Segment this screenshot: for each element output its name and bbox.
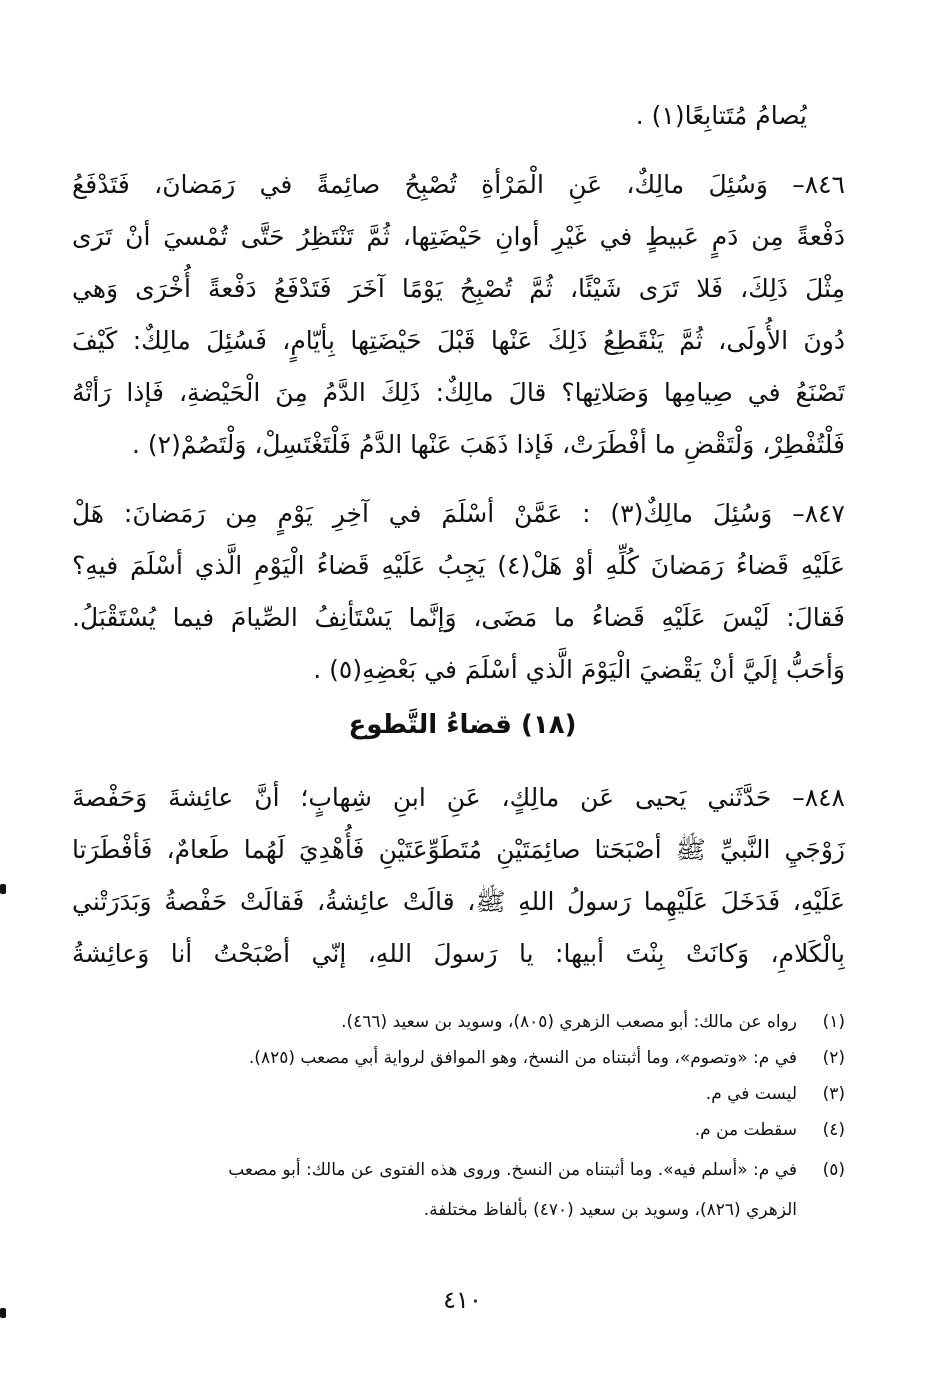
text-line: فَقالَ: لَيْسَ عَلَيْهِ قَضاءُ ما مَضَى، وَإنَّما يَسْتَأنِفُ الصِّيامَ فيما يُسْتَقْبَلُ.: [72, 603, 845, 632]
footnote-text: سقطت من م.: [694, 1120, 797, 1140]
text-line: ٨٤٧– وَسُئِلَ مالِكٌ(٣) : عَمَّنْ أسْلَمَ في آخِرِ يَوْمٍ مِن رَمَضانَ: هَلْ: [72, 499, 845, 528]
footnote-text: في م: «وتصوم»، وما أثبتناه من النسخ، وهو الموافق لرواية أبي مصعب (٨٢٥).: [248, 1048, 797, 1068]
footnote: [74, 1006, 845, 1038]
footnote-text: في م: «أسلم فيه». وما أثبتناه من النسخ. وروى هذه الفتوى عن مالك: أبو مصعب: [228, 1160, 797, 1180]
text-line: فَلْتُفْطِرْ، وَلْتَقْضِ ما أفْطَرَتْ، فَإذا ذَهَبَ عَنْها الدَّمُ فَلْتَغْتَسِلْ، وَلْتَصُمْ(٢) .: [132, 430, 845, 459]
footnote-text: ليست في م.: [705, 1084, 797, 1104]
scan-mark: [0, 1308, 6, 1318]
scan-mark: [0, 884, 6, 894]
footnote-number: (١): [822, 1012, 845, 1032]
section-heading: (١٨) قضاءُ التَّطوع: [348, 710, 577, 740]
text-line: بِالْكَلامِ، وَكانَتْ بِنْتَ أبيها: يا رَسولَ اللهِ، إنّي أصْبَحْتُ أنا وَعائِشةُ: [72, 939, 845, 968]
footnote: [74, 1154, 845, 1186]
footnote-number: (٤): [822, 1120, 845, 1140]
footnote-text: رواه عن مالك: أبو مصعب الزهري (٨٠٥)، وسويد بن سعيد (٤٦٦).: [341, 1012, 797, 1032]
text-line: تَصْنَعُ في صِيامِها وَصَلاتِها؟ قالَ مالِكٌ: ذَلِكَ الدَّمُ مِنَ الْحَيْضةِ، فَإذا رَأتْهُ: [72, 378, 845, 407]
text-line: وَأحَبُّ إلَيَّ أنْ يَقْضيَ الْيَوْمَ الَّذي أسْلَمَ في بَعْضِهِ(٥) .: [313, 655, 845, 684]
footnote: [74, 1042, 845, 1074]
text-line: ٨٤٦– وَسُئِلَ مالِكٌ، عَنِ الْمَرْأةِ تُصْبِحُ صائِمةً في رَمَضانَ، فَتَدْفَعُ: [72, 170, 845, 199]
text-line: عَلَيْهِ قَضاءُ رَمَضانَ كُلِّهِ أوْ هَلْ(٤) يَجِبُ عَلَيْهِ قَضاءُ الْيَوْمِ الَّذي أسْلَمَ فيهِ؟: [72, 551, 845, 580]
text-line: دَفْعةً مِن دَمٍ عَبيطٍ في غَيْرِ أوانِ حَيْضَتِها، ثُمَّ تَنْتَظِرُ حَتَّى تُمْسيَ أنْ تَرَى: [72, 222, 845, 251]
text-line: مِثْلَ ذَلِكَ، فَلا تَرَى شَيْئًا، ثُمَّ تُصْبِحُ يَوْمًا آخَرَ فَتَدْفَعُ دَفْعةً أُخْرَى وَهي: [72, 274, 845, 303]
footnote-number: (٥): [822, 1160, 845, 1180]
text-line: ٨٤٨– حَدَّثَني يَحيى عَن مالِكٍ، عَنِ ابنِ شِهابٍ؛ أنَّ عائِشةَ وَحَفْصةَ: [72, 783, 845, 812]
footnote: [74, 1078, 845, 1110]
footnote: [74, 1114, 845, 1146]
text-line: يُصامُ مُتَتابِعًا(١) .: [635, 101, 807, 130]
text-line: زَوْجَيِ النَّبيِّ ﷺ أصْبَحَتا صائِمَتَيْنِ مُتَطَوِّعَتَيْنِ فَأُهْدِيَ لَهُما طَعامٌ، فَأفْطَرَتا: [72, 835, 845, 864]
footnote-number: (٢): [822, 1048, 845, 1068]
page-number: ٤١٠: [443, 1286, 482, 1314]
text-line: دُونَ الأُولَى، ثُمَّ يَنْقَطِعُ ذَلِكَ عَنْها قَبْلَ حَيْضَتِها بِأيّامٍ، فَسُئِلَ مالِكٌ: كَيْفَ: [72, 326, 845, 355]
text-line: عَلَيْهِ، فَدَخَلَ عَلَيْهِما رَسولُ اللهِ ﷺ، قالَتْ عائِشةُ، فَقالَتْ حَفْصةُ وَبَدَرَتْني: [72, 887, 845, 916]
footnote-continuation: الزهري (٨٢٦)، وسويد بن سعيد (٤٧٠) بألفاظ مختلفة.: [423, 1200, 797, 1220]
footnote-number: (٣): [822, 1084, 845, 1104]
